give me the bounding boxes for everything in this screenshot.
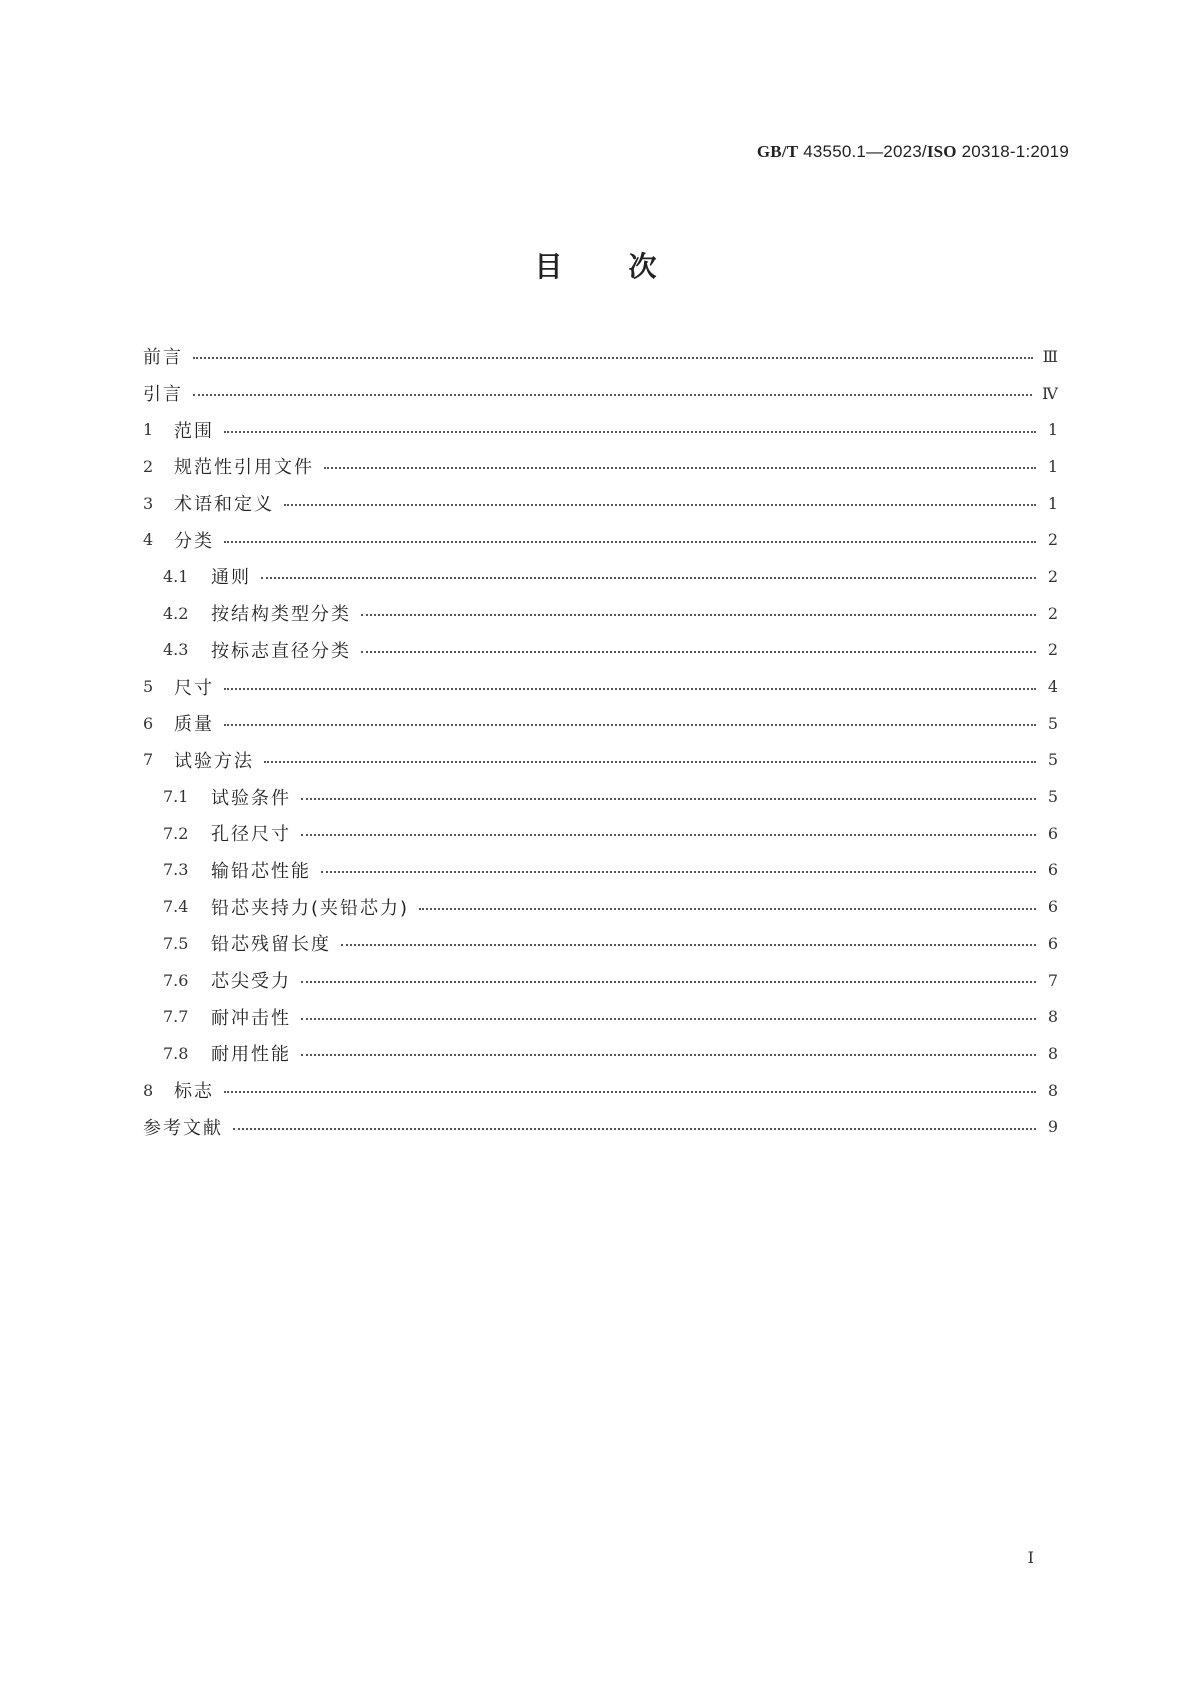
toc-dot-leader bbox=[301, 1054, 1036, 1056]
toc-entry[interactable] bbox=[143, 1035, 1058, 1072]
iso-number: 20318-1:2019 bbox=[956, 142, 1069, 161]
toc-entry-page: Ⅳ bbox=[1042, 383, 1058, 403]
toc-entry[interactable] bbox=[143, 778, 1058, 815]
toc-dot-leader bbox=[224, 688, 1036, 690]
toc-entry[interactable] bbox=[143, 962, 1058, 999]
toc-entry-label: 范围 bbox=[174, 420, 214, 442]
toc-entry-label: 芯尖受力 bbox=[211, 971, 291, 993]
toc-entry-number: 4 bbox=[143, 530, 154, 550]
toc-entry-page: 2 bbox=[1047, 530, 1058, 550]
toc-dot-leader bbox=[301, 834, 1036, 836]
toc-dot-leader bbox=[361, 651, 1036, 653]
toc-dot-leader bbox=[361, 614, 1036, 616]
toc-entry[interactable] bbox=[143, 925, 1058, 962]
toc-entry-number: 8 bbox=[143, 1080, 154, 1100]
toc-entry-page: Ⅲ bbox=[1042, 346, 1058, 366]
toc-entry-page: 9 bbox=[1047, 1117, 1058, 1137]
toc-entry-number: 7.8 bbox=[163, 1043, 189, 1063]
toc-entry-label: 耐冲击性 bbox=[211, 1007, 291, 1029]
toc-entry-number: 7 bbox=[143, 750, 154, 770]
toc-entry[interactable] bbox=[143, 1072, 1058, 1109]
toc-entry-number: 7.4 bbox=[163, 897, 189, 917]
toc-entry-number: 7.3 bbox=[163, 860, 189, 880]
toc-entry-label: 前言 bbox=[143, 347, 183, 369]
toc-entry-page: 8 bbox=[1047, 1007, 1058, 1027]
toc-entry-page: 5 bbox=[1047, 713, 1058, 733]
toc-entry[interactable] bbox=[143, 815, 1058, 852]
toc-entry[interactable] bbox=[143, 485, 1058, 522]
toc-entry-page: 8 bbox=[1047, 1043, 1058, 1063]
toc-entry-number: 2 bbox=[143, 456, 154, 476]
toc-dot-leader bbox=[193, 394, 1032, 396]
toc-entry[interactable] bbox=[143, 705, 1058, 742]
toc-entry[interactable] bbox=[143, 595, 1058, 632]
standard-prefix: GB/T bbox=[756, 142, 799, 161]
toc-dot-leader bbox=[224, 724, 1036, 726]
toc-entry[interactable] bbox=[143, 888, 1058, 925]
toc-entry-page: 2 bbox=[1047, 566, 1058, 586]
toc-entry-number: 7.5 bbox=[163, 933, 189, 953]
toc-entry[interactable] bbox=[143, 338, 1058, 375]
toc-entry-page: 6 bbox=[1047, 823, 1058, 843]
toc-entry[interactable] bbox=[143, 411, 1058, 448]
toc-entry-label: 质量 bbox=[174, 714, 214, 736]
toc-entry-number: 7.7 bbox=[163, 1007, 189, 1027]
standard-code bbox=[757, 142, 1069, 162]
toc-dot-leader bbox=[301, 981, 1036, 983]
toc-entry-page: 8 bbox=[1047, 1080, 1058, 1100]
toc-entry-label: 铅芯夹持力(夹铅芯力) bbox=[211, 897, 410, 919]
toc-entry-number: 7.1 bbox=[163, 787, 189, 807]
toc-entry-label: 按结构类型分类 bbox=[211, 604, 351, 626]
toc-entry-page: 1 bbox=[1047, 420, 1058, 440]
toc-dot-leader bbox=[264, 761, 1036, 763]
toc-entry-number: 4.3 bbox=[163, 640, 189, 660]
toc-entry-page: 5 bbox=[1047, 750, 1058, 770]
toc-entry[interactable] bbox=[143, 448, 1058, 485]
toc-entry[interactable] bbox=[143, 375, 1058, 412]
toc-entry[interactable] bbox=[143, 1108, 1058, 1145]
toc-dot-leader bbox=[284, 504, 1036, 506]
toc-entry[interactable] bbox=[143, 742, 1058, 779]
toc-entry[interactable] bbox=[143, 521, 1058, 558]
toc-entry-page: 1 bbox=[1047, 493, 1058, 513]
toc-entry-page: 4 bbox=[1047, 677, 1058, 697]
toc-dot-leader bbox=[324, 467, 1036, 469]
toc-dot-leader bbox=[341, 944, 1036, 946]
toc-entry-number: 7.2 bbox=[163, 823, 189, 843]
toc-entry-page: 7 bbox=[1047, 970, 1058, 990]
toc-entry-number: 5 bbox=[143, 677, 154, 697]
toc-dot-leader bbox=[224, 431, 1036, 433]
toc-dot-leader bbox=[224, 1091, 1036, 1093]
toc-entry-label: 按标志直径分类 bbox=[211, 640, 351, 662]
page-number: Ⅰ bbox=[1027, 1548, 1034, 1567]
toc-entry-label: 参考文献 bbox=[143, 1117, 223, 1139]
toc-entry[interactable] bbox=[143, 668, 1058, 705]
toc-entry-label: 试验条件 bbox=[211, 787, 291, 809]
toc-entry-number: 6 bbox=[143, 713, 154, 733]
toc-entry[interactable] bbox=[143, 998, 1058, 1035]
toc-dot-leader bbox=[261, 577, 1036, 579]
toc-entry-page: 6 bbox=[1047, 897, 1058, 917]
toc-entry-label: 孔径尺寸 bbox=[211, 824, 291, 846]
toc-entry-label: 铅芯残留长度 bbox=[211, 934, 331, 956]
toc-dot-leader bbox=[301, 1018, 1036, 1020]
toc-entry-label: 通则 bbox=[211, 567, 251, 589]
toc-entry[interactable] bbox=[143, 632, 1058, 669]
toc-dot-leader bbox=[301, 798, 1036, 800]
toc-entry-number: 7.6 bbox=[163, 970, 189, 990]
toc-entry-label: 术语和定义 bbox=[174, 494, 274, 516]
toc-entry-label: 试验方法 bbox=[174, 750, 254, 772]
toc-entry-number: 4.2 bbox=[163, 603, 189, 623]
toc-entry-page: 2 bbox=[1047, 640, 1058, 660]
toc-entry[interactable] bbox=[143, 852, 1058, 889]
toc-entry-page: 5 bbox=[1047, 787, 1058, 807]
iso-prefix: ISO bbox=[926, 142, 957, 161]
toc-dot-leader bbox=[419, 908, 1036, 910]
toc-entry-page: 1 bbox=[1047, 456, 1058, 476]
toc-dot-leader bbox=[224, 541, 1036, 543]
toc-entry-page: 2 bbox=[1047, 603, 1058, 623]
toc-entry-label: 标志 bbox=[174, 1081, 214, 1103]
toc-entry-label: 分类 bbox=[174, 530, 214, 552]
toc-dot-leader bbox=[193, 357, 1033, 359]
title-char-2: 次 bbox=[628, 250, 657, 283]
standard-number: 43550.1—2023/ bbox=[798, 142, 927, 161]
toc-entry-number: 4.1 bbox=[163, 566, 189, 586]
toc-dot-leader bbox=[321, 871, 1036, 873]
toc-dot-leader bbox=[233, 1128, 1036, 1130]
toc-entry-page: 6 bbox=[1047, 860, 1058, 880]
toc-entry-number: 1 bbox=[143, 420, 154, 440]
toc-entry-label: 输铅芯性能 bbox=[211, 860, 311, 882]
table-of-contents bbox=[143, 338, 1058, 1145]
toc-entry-page: 6 bbox=[1047, 933, 1058, 953]
toc-entry-label: 耐用性能 bbox=[211, 1044, 291, 1066]
toc-entry[interactable] bbox=[143, 558, 1058, 595]
toc-entry-label: 引言 bbox=[143, 384, 183, 406]
toc-entry-label: 规范性引用文件 bbox=[174, 457, 314, 479]
toc-entry-number: 3 bbox=[143, 493, 154, 513]
title-char-1: 目 bbox=[534, 250, 563, 283]
toc-entry-label: 尺寸 bbox=[174, 677, 214, 699]
page-title bbox=[0, 245, 1191, 285]
